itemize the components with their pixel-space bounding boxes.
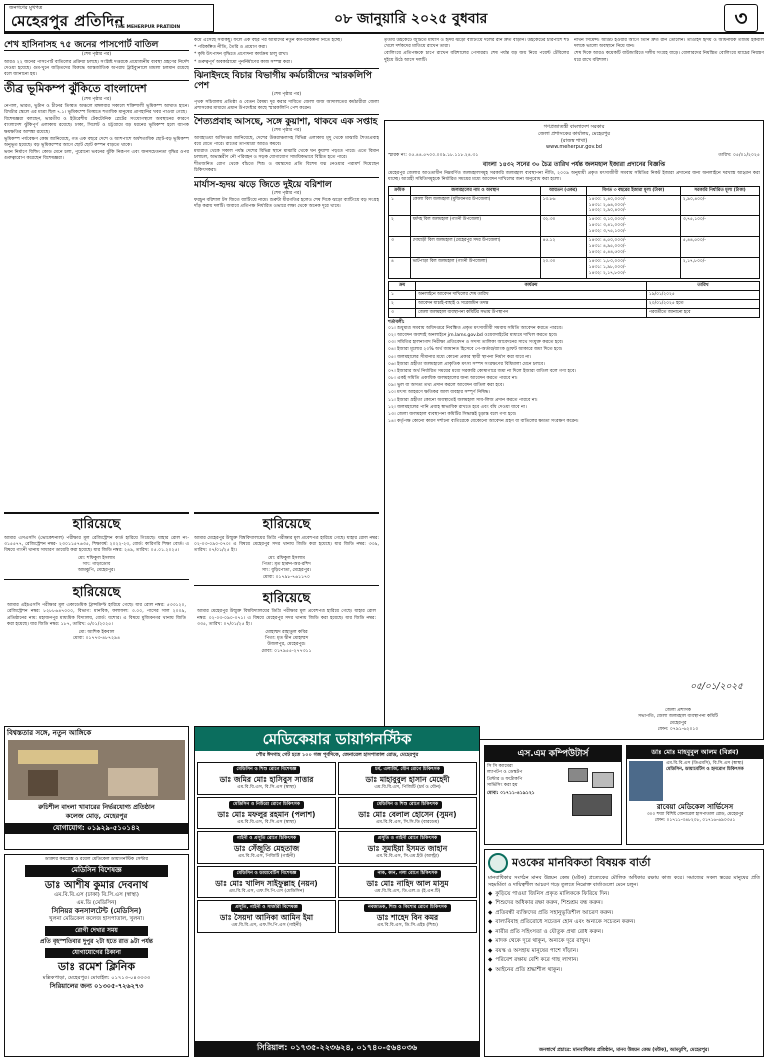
computer-devices-icon — [564, 764, 619, 797]
headline-earthquake: তীব্র ভূমিকম্প ঝুঁকিতে বাংলাদেশ — [4, 80, 189, 96]
medicare-doctor-card — [197, 797, 336, 830]
lost-body: আমার মেহেরপুর উন্মুক্ত বিশ্ববিদ্যালয়ের ডিগ্রি পরীক্ষার মূল প্রবেশপত্র হারিয়ে গেছে। যাহার রোল নম্বর: ০২-০৩-০৯০-০৭০। এ বিষয়ে মেহেরপুর সদর থানায় জিডি করা হয়েছে। যার জিডি নম্বর: ৩৩৯, তারিখ: ০৭/০১/২৫ ইং। — [194, 535, 379, 553]
notice-date: তারিখ: ০৫/০১/২০২৫ — [718, 153, 760, 158]
table-cell: ৩২.৩০ — [540, 216, 586, 237]
conditions-title: শর্তাবলী: — [388, 319, 405, 325]
lost-addr: উজলপুর, মেহেরপুর। — [267, 642, 306, 648]
computers-phone: মোবা: ০১৭১১-৪১৯১২১ — [487, 790, 535, 796]
mouk-title: মওকের মানবিকতা বিষয়ক বার্তা — [512, 855, 651, 869]
mouk-point-text: শিশুদের অধিকার রক্ষা করুন, শিশুশ্রম বন্ধ করুন। — [495, 900, 603, 907]
waterbody-table — [388, 186, 760, 279]
table-cell: ২ — [389, 299, 416, 308]
diamond-bullet-icon: ◆ — [488, 919, 493, 926]
doctor-name: ডাঃ মোঃ খালিদ সাইফুল্লাহ (নয়ন) — [215, 878, 318, 888]
clinic-doctor: ডাঃ আশীষ কুমার দেবনাথ — [44, 879, 149, 891]
condition-item: ০৯। ভুল বা অসত্য তথ্য প্রদান করলে আবেদন বাতিল করা হবে। — [388, 383, 504, 389]
restaurant-ad — [4, 726, 189, 850]
medicare-doctor-card — [197, 762, 336, 795]
doctor-addr: ৩০০ শয্যা বিশিষ্ট জেনারেল হাসপাতাল রোড, মেহেরপুর — [646, 812, 744, 818]
lost-name: মো: শফিকুল ইসলাম — [78, 556, 115, 562]
story-paragraph: * পরিকল্পিত নীতি, তৈরি ও প্রয়োগ করা। — [194, 45, 268, 51]
mouk-point — [488, 938, 760, 946]
story-paragraph: ভবন নির্মাণে বিল্ডিং কোড মেনে চলা, পুরোনো ভবনের ঝুঁকি নিরূপণ এবং জনসচেতনতা বৃদ্ধির ওপর গুরুত্বারোপ করেছেন বিশেষজ্ঞরা। — [4, 150, 189, 162]
mouk-point-text: প্রতিবন্ধী ব্যক্তিদের প্রতি সহানুভূতিশীল আচরণ করুন। — [495, 909, 614, 916]
mouk-logo-icon — [488, 853, 508, 873]
medicare-doctor-card — [197, 900, 336, 933]
story-paragraph: মধ্যরাত থেকে সকাল পর্যন্ত দেশের বিভিন্ন স্থানে মাঝারি থেকে ঘন কুয়াশা পড়তে পারে। এতে বিমান চলাচল, অভ্যন্তরীণ নৌ পরিবহন ও সড়ক যোগাযোগ সাময়িকভাবে বিঘ্নিত হতে পারে। — [194, 148, 379, 161]
mouk-points — [488, 891, 760, 975]
lost-phone: মোবা: ০১৭৯৫৫-২৭৭৩১১ — [261, 648, 312, 654]
doctor-name: ডাঃ মাহাবুবুল হাসান মেহেদী — [365, 775, 450, 785]
restaurant-contact: যোগাযোগ: ০১৯২৯-৫১০১৪২ — [5, 823, 188, 834]
table-cell: ২০.৩০ — [540, 258, 586, 279]
doctor-dept: গাইনী ও প্রসূতি রোগে চিকিৎসক — [233, 835, 300, 843]
table-header: বিগত ৩ বছরের ইজারা মূল্য (টাকা) — [586, 186, 680, 195]
condition-item: ০৩। সমিতির হালনাগাদ নিরীক্ষা প্রতিবেদন ও সদস্য তালিকা আবেদনের সাথে সংযুক্ত করতে হবে। — [388, 340, 564, 346]
doctor-deg: এম.বি.বি.এস (ডিএমসি), বি.সি.এস (স্বাস্থ্য) — [666, 760, 744, 766]
table-header: জলমহালের নাম ও অবস্থান — [410, 186, 540, 195]
condition-item: ১০। মৎস্য আহরণে ক্ষতিকর জাল ব্যবহার সম্পূর্ণ নিষিদ্ধ। — [388, 390, 490, 396]
headline-barishal: মার্যাস-হৃদয় ঝড়ে জিতে দুইয়ে বরিশাল — [194, 177, 379, 190]
doctor-name: ডাঃ সুমাইয়া ইসমত জাহান — [367, 844, 448, 854]
table-cell: ১৯/০১/২০২৫ — [646, 290, 759, 299]
table-cell: ৩ — [389, 237, 411, 258]
lost-addr: সাং: গাড়াডোব — [82, 562, 111, 568]
lost-title: হারিয়েছে — [262, 590, 311, 606]
lost-name: মো: রফিকুল ইসলাম — [268, 556, 305, 562]
computers-name: এস.এম কম্পিউটার্স — [485, 746, 621, 762]
clinic-contact-label: যোগাযোগের ঠিকানা — [45, 948, 148, 958]
continued-label: (শেষ পৃষ্ঠার পর) — [81, 52, 112, 58]
doctor-degree: এম.বি.বি.এস, ডি.এল.ও (ই.এন.টি) — [374, 888, 441, 894]
table-cell: ২,৯০,৪০০/- — [680, 195, 759, 216]
lost-name: মো: আশিক ইকবাল — [78, 629, 115, 635]
doctor-name: ডাঃ মোঃ মফলুর রহমান (পলাশ) — [217, 809, 316, 819]
headline-cold-wave: শৈত্যপ্রবাহ আসছে, সঙ্গে কুয়াশা, থাকবে এক সপ্তাহ — [194, 114, 379, 127]
medicare-doctor-card — [197, 831, 336, 864]
table-cell: দোয়াড়ী বিল জলমহাল (মেহেরপুর সদর উপজেলা) — [410, 237, 540, 258]
doctor-dept: নবজাতক, শিশু ও কিশোর রোগে চিকিৎসক — [364, 904, 451, 912]
doctor-dept: প্রসূতি, গাইনী ও সার্জারী বিশেষজ্ঞ — [231, 904, 302, 912]
story-paragraph: তৃতীয় উইকেটে জুটিতে মার্যাস ও হৃদয় ঝড়ো ব্যাটিংয়ে দলের রান দ্রুত বাড়ান। উইকেটের চারপাশে শট খেলে দর্শকদের মাতিয়ে রাখেন তারা। — [384, 38, 569, 50]
clinic-post: সিনিয়র কনসালটেন্ট (মেডিসিন) — [51, 906, 142, 915]
doctor-photo — [629, 761, 663, 801]
lost-father: পিতা: মৃত হারুন-অর-রশিদ — [262, 562, 311, 568]
story-body: ফরচুন বরিশাল টস জিতে ব্যাটিংয়ে নামে। শুরুটা ধীরগতির হলেও শেষ দিকে ঝড়ো ব্যাটিংয়ে বড় সংগ্রহ দাঁড় করায় দলটি। জবাবে প্রতিপক্ষ নির্ধারিত ওভারে লক্ষ্য থেকে অনেক দূরে থামে। — [194, 198, 379, 210]
doctor-name: ডাঃ জমির মোঃ হাসিবুস সাত্তার — [219, 775, 314, 785]
clinic-deg1: এম.বি.বি.এস (ঢাকা) বি.সি.এস (স্বাস্থ্য) — [54, 892, 139, 899]
lost-phone: মোবা: ০১৭৭৩-৪৮৭২৯৪ — [72, 636, 121, 642]
continued-label: (শেষ পৃষ্ঠার পর) — [271, 191, 302, 196]
mouk-point-text: পরিবেশ রক্ষায় বেশি করে গাছ লাগান। — [495, 957, 579, 964]
signature: ০৫/০১/২০২৫ — [690, 681, 743, 692]
diamond-bullet-icon: ◆ — [488, 947, 493, 954]
table-cell: ৩ — [389, 308, 416, 317]
mouk-point-text: নারীর প্রতি সহিংসতা ও যৌতুক প্রথা রোধ করুন। — [495, 928, 603, 935]
lost-body: আমার এসএসসি (ভোকেশনাল) পরীক্ষার মূল রেজিস্ট্রেশন কার্ড হারিয়ে গিয়েছে। যাহার রোল নং- ৩১৫৫৭৭, রেজিস্ট্রেশন নম্বর- ২৩০১১৫৭৬৩৫, শিক্ষাবর্ষ: ২০২২-২৩, বোর্ড: কারিগরি শিক্ষা বোর্ড। এ বিষয়ে গাংনী থানায় সাধারণ ডায়েরি করা হয়েছে। যার জিডি নম্বর: ২৪৯, তারিখ: ০৫.০১.২০২৫। — [4, 535, 189, 553]
signer-place: মেহেরপুর — [669, 720, 687, 726]
table-cell: ধর্মদহ বিল জলমহাল (গাংনী উপজেলা) — [410, 216, 540, 237]
mouk-point-text: মাদক থেকে দূরে থাকুন, অন্যকে দূরে রাখুন। — [495, 938, 591, 945]
schedule-table — [388, 281, 760, 318]
restaurant-slogan: বিশ্বস্ততার সঙ্গে, নতুন আঙ্গিকে — [7, 729, 92, 737]
medicare-ad — [194, 726, 480, 1057]
headline-court-staff: ঝিনাইদহে বিচার বিভাগীয় কর্মচারীদের স্মারকলিপি পেশ — [194, 68, 379, 92]
mouk-point — [488, 957, 760, 965]
doctor-dept: প্রসূতি ও গাইনী রোগে চিকিৎসক — [374, 835, 441, 843]
medicare-doctor-card — [338, 831, 477, 864]
table-row — [389, 258, 760, 279]
restaurant-addr: কলেজ মোড়, মেহেরপুর — [65, 812, 128, 821]
story-paragraph: আবহাওয়া অধিদপ্তর জানিয়েছে, দেশের উত্তরাঞ্চলসহ বিভিন্ন এলাকায় মৃদু থেকে মাঝারি শৈত্যপ্রবাহ বয়ে যেতে পারে। রাতের তাপমাত্রা আরও কমবে। — [194, 135, 379, 147]
doctor-ad — [626, 745, 764, 845]
story-paragraph: * গুরুত্বপূর্ণ অবকাঠামো পুনর্নির্মাণের কাজ সম্পন্ন করা। — [194, 59, 292, 65]
table-row — [389, 195, 760, 216]
mouk-footer: জনস্বার্থে প্রচারে: মানবাধিকার প্রতিষ্ঠান, মানব উন্নয়ন কেন্দ্র (মউক), আমঝুপি, মেহেরপুর। — [538, 1047, 710, 1053]
column-3-top — [384, 38, 569, 116]
story-body: পৃথক সচিবালয় প্রতিষ্ঠা ও বেতন বৈষম্য দূর করার দাবিতে জেলা জজ আদালতের কর্মচারীরা জেলা প্রশাসকের মাধ্যমে প্রধান উপদেষ্টার কাছে স্মারকলিপি পেশ করেন। — [194, 99, 379, 111]
medicare-doctor-card — [338, 900, 477, 933]
column-2 — [194, 38, 379, 510]
medicare-doctor-card — [338, 797, 477, 830]
paper-name-en: THE MEHERPUR PRATIDIN — [115, 25, 181, 30]
clinic-line1: ডাক্তার কমপ্লেক্স ও রয়েল মেডিকেল ডায়াগনস্টিক সেন্টার — [45, 857, 148, 862]
doctor-dept: মেডিসিন ও শিশু রোগে চিকিৎসক — [373, 801, 443, 809]
notice-ref: স্মারক নং: ০৫.৪৪.৫৭০০.০০৯.১৮.১১৮.২৪.৩১ — [388, 153, 479, 158]
medicare-serial: সিরিয়াল: ০১৭৩৫-২২৩৬২৪, ০১৭৪০-৫৬৪০৩৬ — [195, 1041, 479, 1056]
lost-addr: সাং: বুড়িপোতা, মেহেরপুর। — [262, 568, 311, 574]
lost-phone: মোবা: ০১৭৯৮-৭৬১১৭০ — [262, 574, 311, 580]
tagline: জনগণের মুখপত্র — [9, 5, 43, 11]
condition-item: ০৪। ইজারা মূল্যের ২০% অর্থ জামানত হিসেবে পে-অর্ডার/ব্যাংক ড্রাফট আকারে জমা দিতে হবে। — [388, 347, 563, 353]
lost-ads-left — [4, 512, 189, 722]
table-row — [389, 308, 760, 317]
diamond-bullet-icon: ◆ — [488, 957, 493, 964]
notice-title: বাংলা ১৪৩২ সনের ৩০ চৈত্র তারিখ পর্যন্ত জলমহাল ইজারা প্রদানের বিজ্ঞপ্তি — [482, 161, 666, 169]
page-number: ৩ — [724, 4, 758, 32]
condition-item: ০২। আবেদন অবশ্যই অনলাইনে jm.lams.gov.bd ওয়েবসাইটের মাধ্যমে দাখিল করতে হবে। — [388, 332, 558, 338]
mouk-point-text: বয়স্ক ও অসহায় মানুষের পাশে দাঁড়ান। — [495, 947, 579, 954]
condition-item: ১৩। জেলা জলমহাল ব্যবস্থাপনা কমিটির সিদ্ধান্তই চূড়ান্ত বলে গণ্য হবে। — [388, 412, 517, 418]
doctor-name: ডাঃ মোঃ নাহিদ আল মাসুম — [366, 878, 449, 888]
mouk-point — [488, 929, 760, 937]
table-header: আয়তন (একর) — [540, 186, 586, 195]
table-cell: ২ — [389, 216, 411, 237]
table-cell: আবেদন যাচাই-বাছাই ও সরেজমিন তদন্ত — [416, 299, 647, 308]
mouk-point — [488, 891, 760, 899]
clinic-specialty: মেডিসিন বিশেষজ্ঞ — [25, 865, 168, 876]
table-cell: ৫,৪৪,৫০০/- — [680, 237, 759, 258]
doctor-spec: মেডিসিন, ডায়াবেটিস ও হৃদরোগ চিকিৎসক — [666, 766, 744, 772]
continued-label: (শেষ পৃষ্ঠার পর) — [81, 96, 112, 102]
newspaper-logo — [4, 4, 214, 32]
table-cell: ১৪৩০: ৩,১০,০০০/- ১৪৩১: ৩,৪১,০০০/- ১৪৩২: ৩,৭৫,১০০/- — [586, 216, 680, 237]
story-paragraph: শেষ দিকে আরও কয়েকটি বাউন্ডারিতে দলীয় সংগ্রহ বাড়ে। বোলারদের নিয়ন্ত্রিত বোলিংয়ে ম্যাচের নিয়ন্ত্রণ ধরে রাখে বরিশাল। — [574, 51, 764, 63]
medicare-doctor-card — [338, 762, 477, 795]
lost-father: পিতা: মৃত দ্বীন মোহাম্মদ — [264, 636, 309, 642]
computers-item: ল্যাপটপ ও ডেস্কটপ — [487, 770, 523, 776]
notice-org-1: গণপ্রজাতন্ত্রী বাংলাদেশ সরকার — [543, 124, 605, 130]
notice-intro: মেহেরপুর জেলার আওতাধীন নিম্নবর্ণিত জলমহালসমূহ সরকারি জলমহাল ব্যবস্থাপনা নীতি, ২০০৯ অনুযায়ী প্রকৃত মৎস্যজীবী সমবায় সমিতির নিকট ইজারা প্রদানের জন্য অনলাইনে দরখাস্ত আহ্বান করা যাচ্ছে। আগ্রহী সমিতিসমূহকে নির্ধারিত সময়ের মধ্যে আবেদন দাখিলের জন্য অনুরোধ করা হলো। — [388, 171, 760, 183]
doctor-dept: চর্ম, এলার্জি, যৌন রোগে চিকিৎসক — [371, 766, 444, 774]
doctor-degree: এম.বি.বি.এস, পিজিটি (গাইনী) — [237, 854, 296, 860]
table-cell: ৪ — [389, 258, 411, 279]
condition-item: ০১। শুধুমাত্র সমবায় অধিদপ্তরে নিবন্ধিত প্রকৃত মৎস্যজীবী সমবায় সমিতি আবেদন করতে পারবে। — [388, 325, 563, 331]
date-line: ০৮ জানুয়ারি ২০২৫ বুধবার — [334, 11, 488, 27]
condition-item: ০৮। একই সমিতি একাধিক জলমহালের জন্য আবেদন করতে পারবে না। — [388, 376, 518, 382]
story-paragraph: ভূমিকম্প পর্যবেক্ষণ কেন্দ্র জানিয়েছে, গত এক বছরে দেশে ও আশপাশে অর্ধশতাধিক ছোট-বড় ভূমিকম্প অনুভূত হয়েছে। বড় ভূমিকম্পের আগে ছোট ছোট কম্পন বাড়তে থাকে। — [4, 136, 189, 149]
condition-item: ০৬। ইজারা গ্রহীতা জলমহালে প্রাকৃতিক মৎস্য সম্পদ সংরক্ষণের বিধিমালা মেনে চলবে। — [388, 361, 545, 367]
headline-passport: শেখ হাসিনাসহ ৭৫ জনের পাসপোর্ট বাতিল — [4, 40, 189, 51]
conditions-list — [388, 326, 760, 426]
clinic-visit: রোগী দেখার সময় — [45, 926, 148, 936]
lost-body: আমার এইচএসসি পরীক্ষার মূল একাডেমিক ট্রান্সক্রিপ্ট হারিয়ে গেছে। যার রোল নম্বর: ৫৩৩১২০, রেজিস্ট্রেশন নম্বর: ৮২৮৮৬৪৭০০০, বিভাগ: মানবিক, ফলাফল: ৩.০০, পাসের সাল ২০০৯, প্রতিষ্ঠানের নাম: মহাজনপুর মাধ্যমিক বিদ্যালয়, বোর্ড: যশোর। এ বিষয়ে মুজিবনগর থানায় জিডি করা হয়েছে। যার জিডি নম্বর: ১৮৭, তারিখ: ৫/০১/২০২৫। — [7, 603, 186, 627]
doctor-degree: এম.বি.বি.এস, বি.সি.এস (স্বাস্থ্য) — [237, 819, 296, 825]
clinic-serial: সিরিয়ালের জন্য ০১৩০৫-৭২৬২৭৩ — [49, 981, 144, 990]
doctor-degree: এম.বি.বি.এস, সি.এম.ইউ (আল্ট্রা) — [376, 854, 439, 860]
clinic-addr: মল্লিকপাড়া, মেহেরপুর। মোবাইল: ০১৭১৩-০৪৩৩৩৩ — [42, 974, 151, 981]
diamond-bullet-icon: ◆ — [488, 938, 493, 945]
story-paragraph: * কৃষি উৎপাদন বৃদ্ধিতে প্রণোদনা কার্যক্রম চালু রাখা। — [194, 52, 289, 58]
mouk-point — [488, 967, 760, 975]
table-cell: ১ — [389, 290, 416, 299]
medicare-doctor-card — [338, 866, 477, 899]
diamond-bullet-icon: ◆ — [488, 900, 493, 907]
doctor-name: ডাঃ সেঁজুতি মেহতাজ — [233, 844, 300, 854]
lost-title: হারিয়েছে — [262, 517, 311, 532]
signer-phone: ফোন: ০৭৯১-৬২০১০ — [657, 726, 699, 732]
doctor-degree: এম.বি.বি.এস, বি.সি.এস (স্বাস্থ্য) — [237, 785, 296, 791]
condition-item: ১২। জলমহালের পানি প্রবাহ স্বাভাবিক রাখতে হবে এবং বাঁধ দেওয়া যাবে না। — [388, 404, 527, 410]
computers-item: প্রিন্টার ও ফটোকপি — [487, 776, 523, 782]
lost-title: হারিয়েছে — [72, 517, 121, 532]
column-1 — [4, 38, 189, 510]
lost-body: আমার মেহেরপুর উন্মুক্ত বিশ্ববিদ্যালয়ের ডিগ্রি পরীক্ষার মূল প্রবেশপত্র হারিয়ে গেছে। যাহার রোল নম্বর: ০২-০৩-০৯০-০৭১। এ বিষয়ে মেহেরপুর সদর থানায় জিডি করা হয়েছে। যার জিডি নম্বর: ৩৩৫, তারিখ: ০৭/০১/২৫ ইং। — [197, 609, 376, 627]
diamond-bullet-icon: ◆ — [488, 909, 493, 916]
table-cell: ৪৫.১২ — [540, 237, 586, 258]
medicare-title: মেডিকেয়ার ডায়াগনস্টিক — [195, 727, 479, 751]
computers-item: সার্ভিসিং করা হয় — [487, 782, 518, 788]
restaurant-desc: রুচিশীল বাংলা খাবারের নির্ভরযোগ্য প্রতিষ্ঠান — [38, 803, 155, 812]
table-cell: ভাটপাড়া বিল জলমহাল (গাংনী উপজেলা) — [410, 258, 540, 279]
doctor-name: ডাঃ শাহেদ বিন কমর — [376, 913, 439, 923]
table-row — [389, 299, 760, 308]
mouk-point-text: কুড়িয়ে পাওয়া জিনিস প্রকৃত মালিককে ফিরিয়ে দিন। — [495, 890, 610, 897]
doctor-degree: এম.বি.বি.এস, এফ.সি.পি.এস (মেডিসিন) — [228, 888, 305, 894]
table-header: সরকারি নির্ধারিত মূল্য (টাকা) — [680, 186, 759, 195]
table-header: তারিখ — [646, 281, 759, 290]
doctor-dept: মেডিসিন ও ডায়াবেটিস বিশেষজ্ঞ — [233, 870, 301, 878]
table-row — [389, 290, 760, 299]
doctor-degree: এম.বি.বি.এস, পিজিটি (চর্ম ও যৌন) — [374, 785, 441, 791]
table-cell: জেলা জলমহাল ব্যবস্থাপনা কমিটির সভায় উপস্থাপন — [416, 308, 647, 317]
condition-item: ১১। ইজারা গ্রহীতা কোনো অবস্থাতেই জলমহাল সাব-লিজ প্রদান করতে পারবে না। — [388, 397, 538, 403]
doctor-dept: নাক, কান, গলা রোগে চিকিৎসক — [374, 870, 442, 878]
table-header: কার্যক্রম — [416, 281, 647, 290]
table-row — [389, 216, 760, 237]
doctor-phone: ফোন: ০১৭১১-৩৪৮২০৮, ০১৭১৬-৬৯০৩৫১ — [654, 818, 736, 824]
clinic-deg2: এম.ডি (মেডিসিন) — [76, 899, 117, 906]
table-row — [389, 237, 760, 258]
notice-website: www.meherpur.gov.bd — [546, 144, 602, 151]
continued-label: (শেষ পৃষ্ঠার পর) — [271, 128, 302, 134]
story-paragraph: কমে এসেছে সবকিছু। ফলে এক বছর পর আমাদের নতুন কর্মপরিকল্পনা নিতে হচ্ছে। — [194, 38, 342, 43]
lost-name: মোহাম্মদ রাহাতুল কবির — [265, 629, 308, 635]
lost-title: হারিয়েছে — [72, 584, 121, 600]
signer-block — [603, 708, 753, 733]
doctor-name: ডাঃ মোঃ মাহবুবুল আলম (বিপ্লব) — [627, 746, 763, 759]
mouk-point-text: বাল্যবিবাহ প্রতিরোধে সচেতন হোন এবং অন্যকে সচেতন করুন। — [495, 919, 636, 926]
mouk-point — [488, 910, 760, 918]
lost-ads-middle — [194, 512, 379, 722]
story-paragraph: বোলিংয়ে প্রতিপক্ষকে চাপে রাখেন বরিশালের পেসাররা। শেষ পর্যন্ত বড় জয় নিয়ে পয়েন্ট টেবিলের দুইয়ে উঠে আসে দলটি। — [384, 51, 569, 63]
table-header: ক্রম — [389, 281, 416, 290]
table-cell: ১৪৩০: ৪,৫০,০০০/- ১৪৩১: ৪,৯৫,০০০/- ১৪৩২: ৫,৪৪,৫০০/- — [586, 237, 680, 258]
doctor-place: রাবেয়া মেডিকেল সার্ভিসেস — [656, 802, 734, 811]
table-header: ক্রমিক — [389, 186, 411, 195]
clinic-time: প্রতি বৃহস্পতিবার দুপুর ২টা হতে রাত ৯টা পর্যন্ত — [40, 937, 153, 945]
notice-org-2: জেলা প্রশাসকের কার্যালয়, মেহেরপুর — [537, 130, 611, 137]
computers-item: সি সি ক্যামেরা — [487, 764, 513, 770]
doctor-name: ডাঃ সৈয়দা আনিকা আমিন ইমা — [219, 913, 314, 923]
diamond-bullet-icon: ◆ — [488, 966, 493, 973]
govt-notice — [384, 120, 764, 740]
clinic-name: ডাঃ রমেশ ক্লিনিক — [57, 960, 136, 974]
doctor-degree: এম.বি.বি.এস, ডি.সি.এইচ (শিশু) — [377, 923, 438, 929]
story-paragraph: নেপাল, ভারত, ভুটান ও চীনের তিব্বত অঞ্চলে মঙ্গলবার সকালে শক্তিশালী ভূমিকম্প আঘাত হানে। রিখটার স্কেলে এর মাত্রা ছিল ৭.১। ভূমিকম্পে তিব্বতে শতাধিক মানুষের প্রাণহানির খবর পাওয়া গেছে। — [4, 103, 189, 116]
signer-org: সভাপতি, জেলা জলমহাল ব্যবস্থাপনা কমিটি — [638, 714, 718, 720]
table-cell: কোলা বিল জলমহাল (মুজিবনগর উপজেলা) — [410, 195, 540, 216]
diamond-bullet-icon: ◆ — [488, 890, 493, 897]
table-cell: অনলাইনে আবেদন দাখিলের শেষ তারিখ — [416, 290, 647, 299]
table-cell: ২,১৭,৮০০/- — [680, 258, 759, 279]
diamond-bullet-icon: ◆ — [488, 928, 493, 935]
mouk-point — [488, 919, 760, 927]
mouk-point — [488, 948, 760, 956]
doctor-dept: মেডিসিন ও নিউরো রোগে চিকিৎসক — [229, 801, 304, 809]
table-cell: ১৪৩০: ১,৮০,০০০/- ১৪৩১: ১,৯৮,০০০/- ১৪৩২: ২,১৭,৮০০/- — [586, 258, 680, 279]
table-cell: পরবর্তীতে জানানো হবে — [646, 308, 759, 317]
story-paragraph: বিশেষজ্ঞরা বলছেন, ভারতীয় ও ইউরেশীয় টেকটোনিক প্লেটের সংযোগস্থলে অবস্থানের কারণে বাংলাদেশ ঝুঁকিপূর্ণ এলাকায় রয়েছে। ঢাকা, সিলেট ও চট্টগ্রামে বড় ধরনের ভূমিকম্প হলে ব্যাপক ক্ষয়ক্ষতির আশঙ্কা রয়েছে। — [4, 117, 189, 135]
medicare-doctor-grid — [195, 760, 479, 935]
continued-label: (শেষ পৃষ্ঠার পর) — [271, 92, 302, 98]
condition-item: ০৭। ইজারার অর্থ নির্ধারিত সময়ের মধ্যে সরকারি কোষাগারে জমা না দিলে ইজারা বাতিল বলে গণ্য হবে। — [388, 368, 577, 374]
story-paragraph: নাথন সিমেন্স। আউট হওয়ার আগে তিনি দ্রুত রান তোলেন। তাওহিদ হৃদয় ও অধিনায়ক তামিম ইকবাল দলকে ভালো অবস্থানে নিয়ে যান। — [574, 38, 764, 50]
medicare-sub: পৌর ঈদগাহ গেট হতে ১০০ গজ পূর্বদিকে, জেনারেল হাসপাতাল রোড, মেহেরপুর — [255, 752, 419, 759]
clinic-hosp: খুলনা মেডিকেল কলেজ হাসপাতাল, খুলনা। — [48, 916, 145, 923]
mouk-ad — [484, 849, 764, 1057]
table-cell: ১ — [389, 195, 411, 216]
doctor-degree: এম.বি.বি.এস, এফ.সি.পি.এস (গাইনী) — [231, 923, 302, 929]
story-body: আরও ২২ জনের পাসপোর্ট বাতিলের প্রক্রিয়া চলছে। সংশ্লিষ্ট দপ্তরকে প্রয়োজনীয় ব্যবস্থা গ্রহণের নির্দেশ দেওয়া হয়েছে। গুম-খুনে জড়িতদের বিরুদ্ধে আন্তর্জাতিক অপরাধ ট্রাইব্যুনালে মামলা চলমান রয়েছে বলে জানানো হয়। — [4, 59, 189, 77]
condition-item: ১৪। কর্তৃপক্ষ কোনো কারণ দর্শানো ব্যতিরেকে যেকোনো আবেদন গ্রহণ বা বাতিলের ক্ষমতা সংরক্ষণ করেন। — [388, 419, 579, 425]
doctor-degree: এম.বি.বি.এস, সি.সি.ডি (বারডেম) — [375, 819, 440, 825]
signer-title: জেলা প্রশাসক — [665, 708, 691, 714]
doctor-name: ডাঃ মোঃ বেলাল হোসেন (সুমন) — [358, 809, 457, 819]
mouk-point — [488, 900, 760, 908]
table-cell: ১৩.৮৬ — [540, 195, 586, 216]
computers-ad — [484, 745, 622, 845]
column-4-top — [574, 38, 764, 116]
table-cell: ৩,৭৫,১০০/- — [680, 216, 759, 237]
lost-place: আমঝুপি, মেহেরপুর। — [77, 568, 116, 574]
table-cell: ২০/০১/২০২৫ হতে — [646, 299, 759, 308]
mouk-point-text: আইনের প্রতি শ্রদ্ধাশীল থাকুন। — [495, 966, 563, 973]
story-paragraph: শীতজনিত রোগ থেকে বাঁচতে শিশু ও বয়স্কদের প্রতি বিশেষ যত্ন নেওয়ার পরামর্শ দিয়েছেন চিকিৎসকরা। — [194, 162, 379, 174]
paper-name: মেহেরপুর প্রতিদিন — [11, 12, 125, 30]
doctor-dept: মেডিসিন ও শিশু রোগে বিশেষজ্ঞ — [233, 766, 301, 774]
table-cell: ১৪৩০: ২,৪০,০০০/- ১৪৩১: ২,৬৪,০০০/- ১৪৩২: ২,৯০,৪০০/- — [586, 195, 680, 216]
restaurant-photo — [8, 740, 185, 800]
mouk-intro: মানবাধিকার সংগঠন মানব উন্নয়ন কেন্দ্র (মউক) প্রত্যেকের মৌলিক অধিকার রক্ষায় কাজ করে। সমাজের সকল স্তরের মানুষের প্রতি সহমর্মিতা ও দায়িত্বশীল আচরণ গড়ে তুলতে নিম্নোক্ত বার্তাগুলো মেনে চলুন। — [488, 875, 760, 888]
notice-org-3: (রাজস্ব শাখা) — [560, 137, 588, 144]
masthead — [4, 4, 764, 34]
clinic-ad — [4, 854, 189, 1057]
medicare-doctor-card — [197, 866, 336, 899]
condition-item: ০৫। জলমহালের সীমানার মধ্যে কোনো প্রকার স্থায়ী স্থাপনা নির্মাণ করা যাবে না। — [388, 354, 532, 360]
